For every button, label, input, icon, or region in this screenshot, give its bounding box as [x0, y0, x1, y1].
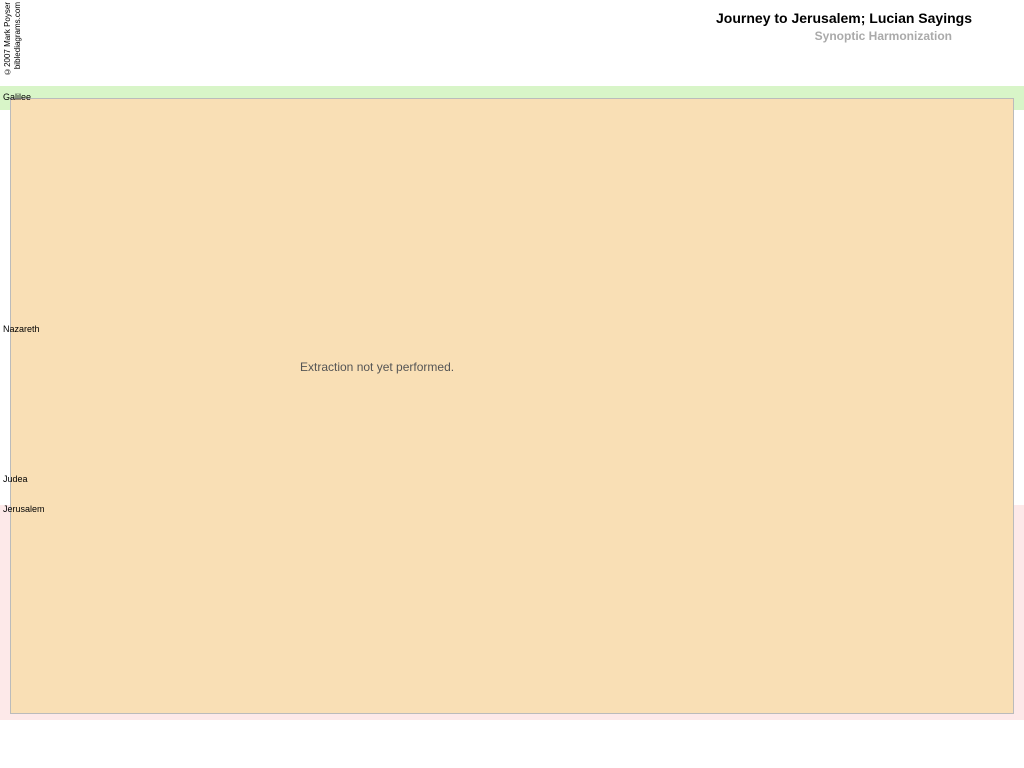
page-title: Journey to Jerusalem; Lucian Sayings — [716, 10, 972, 26]
copyright: ©2007 Mark Poyser — [3, 2, 12, 76]
page-subtitle: Synoptic Harmonization — [814, 29, 952, 43]
region-nazareth: Nazareth — [3, 324, 40, 334]
region-galilee: Galilee — [3, 92, 32, 102]
extraction-note: Extraction not yet performed. — [300, 360, 455, 374]
region-jerusalem: Jerusalem — [3, 504, 45, 514]
site: biblediagrams.com — [13, 2, 22, 70]
peach-panel — [10, 98, 1014, 714]
region-judea: Judea — [3, 474, 28, 484]
